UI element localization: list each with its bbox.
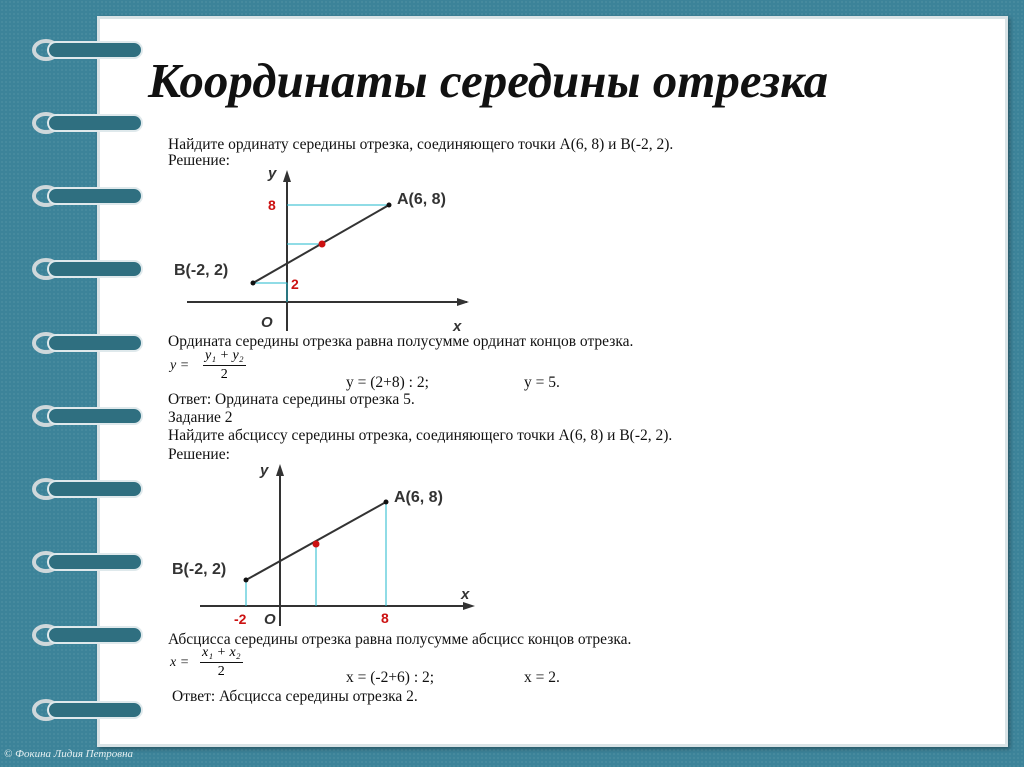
task1-formula-denominator: 2: [220, 367, 228, 382]
binder-ring-icon: [30, 549, 145, 575]
task2-graph: [165, 458, 485, 630]
tick-8-label: 8: [381, 610, 389, 626]
task2-question: Найдите абсциссу середины отрезка, соединяющего точки А(6, 8) и В(-2, 2).: [168, 427, 673, 444]
origin-label: O: [264, 611, 276, 628]
y-axis-arrow-icon: [276, 464, 284, 476]
task2-formula-denominator: 2: [217, 664, 225, 679]
task1-formula-fraction: [203, 348, 246, 383]
task1-answer: Ответ: Ордината середины отрезка 5.: [168, 391, 415, 408]
binder-ring-icon: [30, 697, 145, 723]
y-axis-arrow-icon: [283, 170, 291, 182]
task1-formula-numerator: y₁ + y₂: [203, 348, 246, 366]
x-axis-arrow-icon: [463, 602, 475, 610]
point-b: [244, 578, 249, 583]
y-axis-label: y: [268, 165, 277, 182]
task2-formula-lhs: x =: [170, 655, 190, 670]
task1-formula-lhs: y =: [170, 358, 190, 373]
task2-header: Задание 2: [168, 409, 233, 426]
task2-formula-numerator: x₁ + x₂: [200, 645, 243, 663]
task1-question: Найдите ординату середины отрезка, соединяющего точки А(6, 8) и В(-2, 2).: [168, 136, 674, 153]
binder-ring-icon: [30, 330, 145, 356]
task2-calculation: x = (-2+6) : 2;: [346, 669, 435, 686]
y-axis-label: y: [260, 462, 269, 479]
x-axis-arrow-icon: [457, 298, 469, 306]
midpoint: [319, 241, 326, 248]
task2-rule: Абсцисса середины отрезка равна полусумме абсцисс концов отрезка.: [168, 631, 632, 648]
point-a-label: A(6, 8): [394, 489, 443, 506]
midpoint: [313, 541, 320, 548]
origin-label: O: [261, 314, 273, 331]
task2-answer: Ответ: Абсцисса середины отрезка 2.: [172, 688, 418, 705]
task1-calculation: y = (2+8) : 2;: [346, 374, 429, 391]
binder-ring-icon: [30, 403, 145, 429]
tick-2-label: 2: [291, 276, 299, 292]
binder-ring-icon: [30, 110, 145, 136]
point-a: [387, 203, 392, 208]
binder-ring-icon: [30, 256, 145, 282]
task1-solution-label: Решение:: [168, 152, 230, 169]
task1-result: y = 5.: [524, 374, 560, 391]
x-axis-label: x: [461, 586, 470, 603]
guide-line-b: [253, 283, 287, 302]
point-b-label: B(-2, 2): [174, 262, 229, 279]
binder-ring-icon: [30, 37, 145, 63]
task1-graph: [165, 165, 485, 337]
point-a-label: A(6, 8): [397, 191, 446, 208]
page-title: Координаты середины отрезка: [148, 53, 829, 108]
tick-neg2-label: -2: [234, 611, 247, 627]
binder-ring-icon: [30, 183, 145, 209]
binder-ring-icon: [30, 476, 145, 502]
task2-solution-label: Решение:: [168, 446, 230, 463]
point-a: [384, 500, 389, 505]
x-axis-label: x: [453, 318, 462, 335]
task2-result: x = 2.: [524, 669, 560, 686]
tick-8-label: 8: [268, 197, 276, 213]
binder-ring-icon: [30, 622, 145, 648]
point-b-label: B(-2, 2): [172, 561, 227, 578]
point-b: [251, 281, 256, 286]
task1-rule: Ордината середины отрезка равна полусумме ординат концов отрезка.: [168, 333, 634, 350]
copyright-signature: © Фокина Лидия Петровна: [4, 748, 134, 760]
task2-formula-fraction: [200, 645, 243, 680]
